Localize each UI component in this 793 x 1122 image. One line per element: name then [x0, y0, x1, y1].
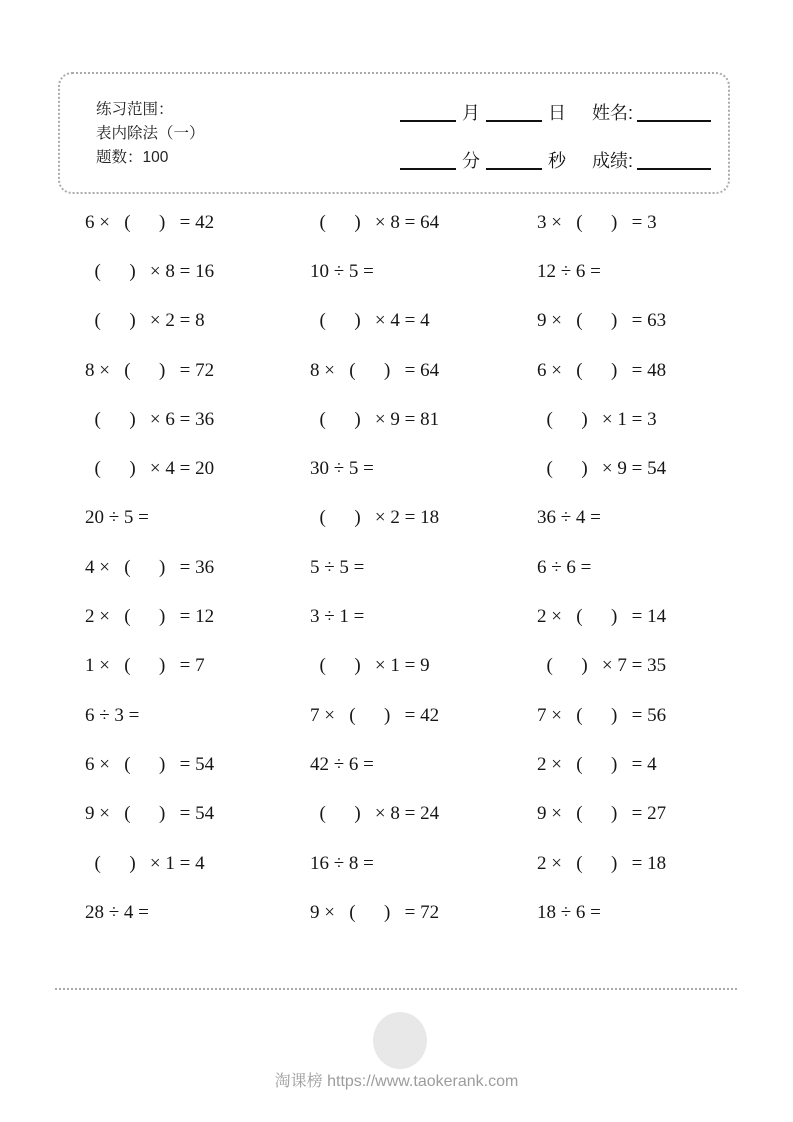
month-blank	[400, 104, 456, 122]
footer-site-link: 淘课榜 https://www.taokerank.com	[274, 1073, 519, 1090]
math-problem: ( ) × 8 = 64	[310, 211, 440, 233]
header-info	[96, 98, 205, 170]
math-problem: 2 × ( ) = 4	[537, 753, 657, 775]
math-problem: ( ) × 8 = 24	[310, 803, 440, 825]
math-problem: 9 × ( ) = 72	[310, 901, 440, 923]
math-problem: ( ) × 8 = 16	[85, 260, 215, 282]
practice-range-label: 练习范围：	[96, 101, 174, 118]
site-logo	[373, 1012, 427, 1069]
practice-range-value: 表内除法（一）	[96, 125, 205, 142]
math-problem: ( ) × 6 = 36	[85, 408, 215, 430]
math-problem: 8 × ( ) = 72	[85, 359, 215, 381]
math-problem: 8 × ( ) = 64	[310, 359, 440, 381]
math-problem: 3 × ( ) = 3	[537, 211, 657, 233]
math-problem: 6 × ( ) = 42	[85, 211, 215, 233]
day-label: 日	[548, 103, 566, 123]
math-problem: 9 × ( ) = 54	[85, 803, 215, 825]
math-problem: ( ) × 9 = 54	[537, 458, 667, 480]
math-problem: 36 ÷ 4 =	[537, 507, 601, 529]
second-label: 秒	[548, 151, 566, 171]
second-blank	[486, 152, 542, 170]
minute-label: 分	[462, 151, 480, 171]
math-problem: 10 ÷ 5 =	[310, 260, 374, 282]
math-problem: 20 ÷ 5 =	[85, 507, 149, 529]
name-blank	[637, 104, 711, 122]
math-problem: 7 × ( ) = 56	[537, 704, 667, 726]
question-count: 题数：100	[96, 149, 169, 166]
score-label: 成绩:	[592, 151, 634, 171]
math-problem: 5 ÷ 5 =	[310, 556, 365, 578]
math-problem: 2 × ( ) = 12	[85, 606, 215, 628]
score-blank	[637, 152, 711, 170]
math-problem: 9 × ( ) = 27	[537, 803, 667, 825]
math-problem: 6 × ( ) = 54	[85, 753, 215, 775]
time-score-line	[400, 148, 711, 170]
math-problem: 42 ÷ 6 =	[310, 753, 374, 775]
math-problem: 2 × ( ) = 18	[537, 852, 667, 874]
math-problem: 2 × ( ) = 14	[537, 606, 667, 628]
math-problem: 6 ÷ 6 =	[537, 556, 592, 578]
math-problem: 9 × ( ) = 63	[537, 310, 667, 332]
math-problem: 6 × ( ) = 48	[537, 359, 667, 381]
problem-grid	[85, 198, 735, 937]
math-problem: 3 ÷ 1 =	[310, 606, 365, 628]
header-fields	[400, 74, 720, 192]
name-label: 姓名:	[592, 103, 634, 123]
math-problem: ( ) × 1 = 4	[85, 852, 205, 874]
month-label: 月	[462, 103, 480, 123]
header-box	[58, 72, 730, 194]
math-problem: ( ) × 2 = 18	[310, 507, 440, 529]
math-problem: 30 ÷ 5 =	[310, 458, 374, 480]
math-problem: ( ) × 4 = 20	[85, 458, 215, 480]
math-problem: 16 ÷ 8 =	[310, 852, 374, 874]
math-problem: 4 × ( ) = 36	[85, 556, 215, 578]
math-problem: ( ) × 1 = 3	[537, 408, 657, 430]
math-problem: 12 ÷ 6 =	[537, 260, 601, 282]
math-problem: ( ) × 7 = 35	[537, 655, 667, 677]
math-problem: 18 ÷ 6 =	[537, 901, 601, 923]
date-name-line	[400, 100, 711, 122]
math-problem: 6 ÷ 3 =	[85, 704, 140, 726]
math-problem: ( ) × 9 = 81	[310, 408, 440, 430]
math-problem: ( ) × 4 = 4	[310, 310, 430, 332]
math-problem: 28 ÷ 4 =	[85, 901, 149, 923]
math-problem: 1 × ( ) = 7	[85, 655, 205, 677]
math-problem: ( ) × 2 = 8	[85, 310, 205, 332]
math-problem: 7 × ( ) = 42	[310, 704, 440, 726]
dotted-divider	[55, 988, 737, 990]
minute-blank	[400, 152, 456, 170]
day-blank	[486, 104, 542, 122]
math-problem: ( ) × 1 = 9	[310, 655, 430, 677]
